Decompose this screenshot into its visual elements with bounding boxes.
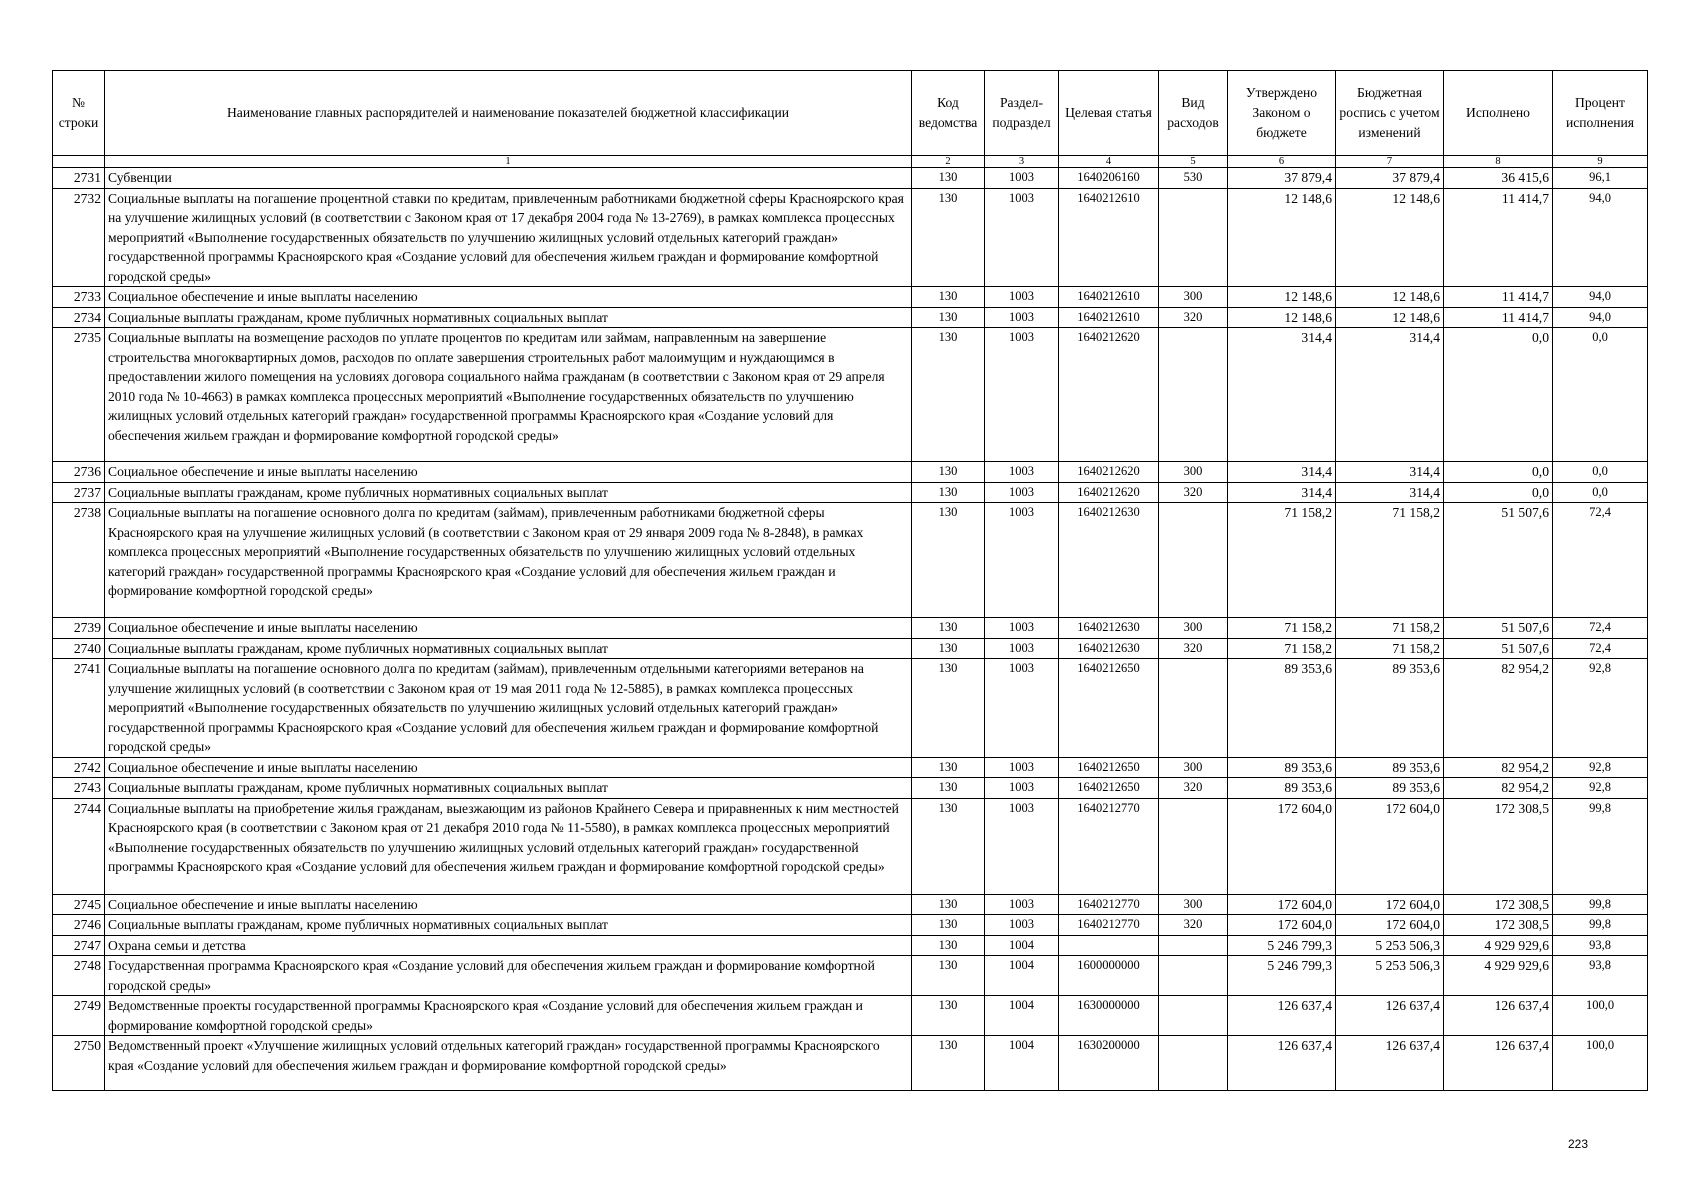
row-name: Ведомственный проект «Улучшение жилищных условий отдельных категорий граждан» государственной программы Красноярского края «Создание условий для обеспечения жильем граждан и формирование комфортной городской среды» — [105, 1036, 912, 1091]
dept-code: 130 — [912, 618, 985, 639]
expense-type: 300 — [1159, 618, 1228, 639]
expense-type: 300 — [1159, 287, 1228, 308]
table-row — [53, 798, 1648, 894]
column-number: 3 — [985, 156, 1059, 168]
schedule-amount: 126 637,4 — [1336, 996, 1444, 1036]
expense-type: 320 — [1159, 778, 1228, 799]
executed-amount: 172 308,5 — [1444, 915, 1553, 936]
row-number: 2750 — [53, 1036, 105, 1091]
execution-percent: 72,4 — [1553, 618, 1648, 639]
target-code: 1640212630 — [1059, 638, 1159, 659]
schedule-amount: 89 353,6 — [1336, 757, 1444, 778]
row-name: Государственная программа Красноярского края «Создание условий для обеспечения жильем граждан и формирование комфортной городской среды» — [105, 956, 912, 996]
row-number: 2743 — [53, 778, 105, 799]
column-number: 5 — [1159, 156, 1228, 168]
expense-type — [1159, 188, 1228, 287]
target-code: 1640212630 — [1059, 618, 1159, 639]
schedule-amount: 172 604,0 — [1336, 915, 1444, 936]
execution-percent: 93,8 — [1553, 935, 1648, 956]
schedule-amount: 172 604,0 — [1336, 894, 1444, 915]
execution-percent: 92,8 — [1553, 659, 1648, 758]
row-number: 2739 — [53, 618, 105, 639]
row-number: 2744 — [53, 798, 105, 894]
target-code: 1600000000 — [1059, 956, 1159, 996]
table-row — [53, 188, 1648, 287]
dept-code: 130 — [912, 778, 985, 799]
table-row — [53, 1036, 1648, 1091]
row-number: 2745 — [53, 894, 105, 915]
section-code: 1004 — [985, 956, 1059, 996]
schedule-amount: 5 253 506,3 — [1336, 956, 1444, 996]
dept-code: 130 — [912, 915, 985, 936]
execution-percent: 92,8 — [1553, 757, 1648, 778]
table-row — [53, 894, 1648, 915]
schedule-amount: 12 148,6 — [1336, 188, 1444, 287]
row-name: Социальное обеспечение и иные выплаты населению — [105, 894, 912, 915]
dept-code: 130 — [912, 638, 985, 659]
section-code: 1003 — [985, 462, 1059, 483]
row-number: 2732 — [53, 188, 105, 287]
table-row — [53, 757, 1648, 778]
row-name: Социальные выплаты на погашение основного долга по кредитам (займам), привлеченным работниками бюджетной сферы Красноярского края на улучшение жилищных условий (в соответствии с Законом края от 29 января 2009 года № 8-2848), в рамках комплекса процессных мероприятий «Выполнение государственных обязательств по улучшению жилищных условий отдельных категорий граждан» государственной программы Красноярского края «Создание условий для обеспечения жильем граждан и формирование комфортной городской среды» — [105, 503, 912, 618]
row-name: Социальные выплаты гражданам, кроме публичных нормативных социальных выплат — [105, 638, 912, 659]
target-code: 1640212620 — [1059, 462, 1159, 483]
dept-code: 130 — [912, 757, 985, 778]
schedule-amount: 314,4 — [1336, 328, 1444, 462]
table-row — [53, 287, 1648, 308]
dept-code: 130 — [912, 659, 985, 758]
expense-type — [1159, 798, 1228, 894]
row-name: Ведомственные проекты государственной программы Красноярского края «Создание условий для обеспечения жильем граждан и формирование комфортной городской среды» — [105, 996, 912, 1036]
executed-amount: 172 308,5 — [1444, 894, 1553, 915]
approved-amount: 12 148,6 — [1228, 307, 1336, 328]
table-row — [53, 956, 1648, 996]
approved-amount: 12 148,6 — [1228, 287, 1336, 308]
expense-type: 300 — [1159, 894, 1228, 915]
approved-amount: 5 246 799,3 — [1228, 935, 1336, 956]
execution-percent: 99,8 — [1553, 894, 1648, 915]
section-code: 1003 — [985, 798, 1059, 894]
approved-amount: 172 604,0 — [1228, 915, 1336, 936]
expense-type: 300 — [1159, 462, 1228, 483]
header-target: Целевая статья — [1059, 71, 1159, 156]
section-code: 1003 — [985, 328, 1059, 462]
section-code: 1003 — [985, 287, 1059, 308]
column-number: 1 — [105, 156, 912, 168]
approved-amount: 71 158,2 — [1228, 638, 1336, 659]
row-name: Социальные выплаты гражданам, кроме публичных нормативных социальных выплат — [105, 307, 912, 328]
target-code: 1640212610 — [1059, 307, 1159, 328]
section-code: 1003 — [985, 188, 1059, 287]
dept-code: 130 — [912, 956, 985, 996]
table-row — [53, 482, 1648, 503]
section-code: 1003 — [985, 482, 1059, 503]
target-code: 1640212650 — [1059, 757, 1159, 778]
target-code: 1640212620 — [1059, 328, 1159, 462]
expense-type: 320 — [1159, 638, 1228, 659]
row-name: Социальное обеспечение и иные выплаты населению — [105, 462, 912, 483]
schedule-amount: 12 148,6 — [1336, 287, 1444, 308]
page-number: 223 — [1568, 1137, 1589, 1151]
expense-type — [1159, 659, 1228, 758]
approved-amount: 314,4 — [1228, 482, 1336, 503]
row-name: Социальные выплаты на погашение основного долга по кредитам (займам), привлеченным отдельными категориями ветеранов на улучшение жилищных условий (в соответствии с Законом края от 19 мая 2011 года № 12-5885), в рамках комплекса процессных мероприятий «Выполнение государственных обязательств по улучшению жилищных условий отдельных категорий граждан» государственной программы Красноярского края «Создание условий для обеспечения жильем граждан и формирование комфортной городской среды» — [105, 659, 912, 758]
column-number: 4 — [1059, 156, 1159, 168]
expense-type: 320 — [1159, 915, 1228, 936]
row-name: Социальные выплаты на погашение процентной ставки по кредитам, привлеченным работниками бюджетной сферы Красноярского края на улучшение жилищных условий (в соответствии с Законом края от 17 декабря 2004 года № 13-2769), в рамках комплекса процессных мероприятий «Выполнение государственных обязательств по улучшению жилищных условий отдельных категорий граждан» государственной программы Красноярского края «Создание условий для обеспечения жильем граждан и формирование комфортной городской среды» — [105, 188, 912, 287]
row-number: 2747 — [53, 935, 105, 956]
table-row — [53, 659, 1648, 758]
table-body — [53, 168, 1648, 1091]
execution-percent: 99,8 — [1553, 798, 1648, 894]
dept-code: 130 — [912, 482, 985, 503]
executed-amount: 82 954,2 — [1444, 659, 1553, 758]
expense-type — [1159, 935, 1228, 956]
header-row — [53, 71, 1648, 156]
execution-percent: 92,8 — [1553, 778, 1648, 799]
section-code: 1003 — [985, 915, 1059, 936]
row-number: 2735 — [53, 328, 105, 462]
schedule-amount: 71 158,2 — [1336, 638, 1444, 659]
expense-type — [1159, 996, 1228, 1036]
expense-type — [1159, 956, 1228, 996]
execution-percent: 94,0 — [1553, 307, 1648, 328]
row-number: 2749 — [53, 996, 105, 1036]
header-row-no: № строки — [53, 71, 105, 156]
table-row — [53, 996, 1648, 1036]
target-code: 1640212770 — [1059, 894, 1159, 915]
target-code: 1640212610 — [1059, 188, 1159, 287]
section-code: 1004 — [985, 996, 1059, 1036]
executed-amount: 126 637,4 — [1444, 1036, 1553, 1091]
executed-amount: 36 415,6 — [1444, 168, 1553, 189]
schedule-amount: 89 353,6 — [1336, 659, 1444, 758]
row-name: Охрана семьи и детства — [105, 935, 912, 956]
approved-amount: 37 879,4 — [1228, 168, 1336, 189]
approved-amount: 5 246 799,3 — [1228, 956, 1336, 996]
row-name: Социальные выплаты гражданам, кроме публичных нормативных социальных выплат — [105, 482, 912, 503]
executed-amount: 11 414,7 — [1444, 307, 1553, 328]
table-row — [53, 307, 1648, 328]
header-percent: Процент исполнения — [1553, 71, 1648, 156]
executed-amount: 0,0 — [1444, 462, 1553, 483]
schedule-amount: 314,4 — [1336, 462, 1444, 483]
row-name: Социальное обеспечение и иные выплаты населению — [105, 618, 912, 639]
table-row — [53, 778, 1648, 799]
row-number: 2740 — [53, 638, 105, 659]
executed-amount: 11 414,7 — [1444, 287, 1553, 308]
target-code: 1640212770 — [1059, 915, 1159, 936]
section-code: 1003 — [985, 618, 1059, 639]
dept-code: 130 — [912, 168, 985, 189]
row-number: 2746 — [53, 915, 105, 936]
row-number: 2736 — [53, 462, 105, 483]
expense-type: 300 — [1159, 757, 1228, 778]
table-row — [53, 503, 1648, 618]
expense-type: 320 — [1159, 482, 1228, 503]
section-code: 1004 — [985, 935, 1059, 956]
section-code: 1003 — [985, 659, 1059, 758]
row-number: 2741 — [53, 659, 105, 758]
approved-amount: 71 158,2 — [1228, 618, 1336, 639]
executed-amount: 82 954,2 — [1444, 778, 1553, 799]
column-number: 6 — [1228, 156, 1336, 168]
expense-type: 320 — [1159, 307, 1228, 328]
section-code: 1003 — [985, 894, 1059, 915]
schedule-amount: 71 158,2 — [1336, 618, 1444, 639]
approved-amount: 126 637,4 — [1228, 1036, 1336, 1091]
column-number: 7 — [1336, 156, 1444, 168]
approved-amount: 126 637,4 — [1228, 996, 1336, 1036]
row-number: 2733 — [53, 287, 105, 308]
target-code — [1059, 935, 1159, 956]
row-name: Социальное обеспечение и иные выплаты населению — [105, 287, 912, 308]
executed-amount: 51 507,6 — [1444, 503, 1553, 618]
section-code: 1003 — [985, 503, 1059, 618]
column-number-row — [53, 156, 1648, 168]
header-executed: Исполнено — [1444, 71, 1553, 156]
target-code: 1640212620 — [1059, 482, 1159, 503]
executed-amount: 172 308,5 — [1444, 798, 1553, 894]
executed-amount: 126 637,4 — [1444, 996, 1553, 1036]
row-name: Социальное обеспечение и иные выплаты населению — [105, 757, 912, 778]
row-number: 2737 — [53, 482, 105, 503]
header-approved: Утверждено Законом о бюджете — [1228, 71, 1336, 156]
executed-amount: 51 507,6 — [1444, 618, 1553, 639]
execution-percent: 0,0 — [1553, 462, 1648, 483]
dept-code: 130 — [912, 307, 985, 328]
row-name: Социальные выплаты на возмещение расходов по уплате процентов по кредитам или займам, направленным на завершение строительства многоквартирных домов, расходов по оплате завершения строительных работ малоимущим и нуждающимся в предоставлении жилого помещения на условиях договора социального найма гражданам (в соответствии с Законом края от 29 апреля 2010 года № 10-4663) в рамках комплекса процессных мероприятий «Выполнение государственных обязательств по улучшению жилищных условий отдельных категорий граждан» государственной программы Красноярского края «Создание условий для обеспечения жильем граждан и формирование комфортной городской среды» — [105, 328, 912, 462]
column-number — [53, 156, 105, 168]
executed-amount: 82 954,2 — [1444, 757, 1553, 778]
execution-percent: 94,0 — [1553, 287, 1648, 308]
section-code: 1003 — [985, 757, 1059, 778]
header-name: Наименование главных распорядителей и наименование показателей бюджетной классификации — [105, 71, 912, 156]
approved-amount: 314,4 — [1228, 462, 1336, 483]
expense-type — [1159, 1036, 1228, 1091]
executed-amount: 51 507,6 — [1444, 638, 1553, 659]
expense-type: 530 — [1159, 168, 1228, 189]
row-name: Социальные выплаты гражданам, кроме публичных нормативных социальных выплат — [105, 778, 912, 799]
executed-amount: 0,0 — [1444, 482, 1553, 503]
dept-code: 130 — [912, 798, 985, 894]
header-section: Раздел-подраздел — [985, 71, 1059, 156]
target-code: 1640212630 — [1059, 503, 1159, 618]
table-row — [53, 618, 1648, 639]
schedule-amount: 71 158,2 — [1336, 503, 1444, 618]
table-row — [53, 328, 1648, 462]
header-exp-type: Вид расходов — [1159, 71, 1228, 156]
expense-type — [1159, 503, 1228, 618]
execution-percent: 72,4 — [1553, 638, 1648, 659]
execution-percent: 96,1 — [1553, 168, 1648, 189]
dept-code: 130 — [912, 935, 985, 956]
dept-code: 130 — [912, 287, 985, 308]
table-row — [53, 638, 1648, 659]
executed-amount: 4 929 929,6 — [1444, 956, 1553, 996]
table-row — [53, 462, 1648, 483]
dept-code: 130 — [912, 462, 985, 483]
section-code: 1003 — [985, 638, 1059, 659]
section-code: 1003 — [985, 778, 1059, 799]
row-number: 2731 — [53, 168, 105, 189]
section-code: 1003 — [985, 307, 1059, 328]
execution-percent: 93,8 — [1553, 956, 1648, 996]
dept-code: 130 — [912, 328, 985, 462]
execution-percent: 99,8 — [1553, 915, 1648, 936]
column-number: 9 — [1553, 156, 1648, 168]
schedule-amount: 37 879,4 — [1336, 168, 1444, 189]
target-code: 1640212770 — [1059, 798, 1159, 894]
target-code: 1640206160 — [1059, 168, 1159, 189]
schedule-amount: 5 253 506,3 — [1336, 935, 1444, 956]
execution-percent: 72,4 — [1553, 503, 1648, 618]
header-dept-code: Код ведомства — [912, 71, 985, 156]
approved-amount: 172 604,0 — [1228, 894, 1336, 915]
row-name: Субвенции — [105, 168, 912, 189]
approved-amount: 89 353,6 — [1228, 778, 1336, 799]
target-code: 1640212650 — [1059, 659, 1159, 758]
approved-amount: 314,4 — [1228, 328, 1336, 462]
header-schedule: Бюджетная роспись с учетом изменений — [1336, 71, 1444, 156]
approved-amount: 12 148,6 — [1228, 188, 1336, 287]
row-number: 2738 — [53, 503, 105, 618]
schedule-amount: 89 353,6 — [1336, 778, 1444, 799]
target-code: 1640212610 — [1059, 287, 1159, 308]
schedule-amount: 126 637,4 — [1336, 1036, 1444, 1091]
dept-code: 130 — [912, 996, 985, 1036]
dept-code: 130 — [912, 188, 985, 287]
expense-type — [1159, 328, 1228, 462]
row-number: 2748 — [53, 956, 105, 996]
row-number: 2742 — [53, 757, 105, 778]
target-code: 1640212650 — [1059, 778, 1159, 799]
table-row — [53, 168, 1648, 189]
approved-amount: 89 353,6 — [1228, 659, 1336, 758]
target-code: 1630200000 — [1059, 1036, 1159, 1091]
schedule-amount: 314,4 — [1336, 482, 1444, 503]
section-code: 1003 — [985, 168, 1059, 189]
executed-amount: 4 929 929,6 — [1444, 935, 1553, 956]
execution-percent: 100,0 — [1553, 1036, 1648, 1091]
row-name: Социальные выплаты на приобретение жилья гражданам, выезжающим из районов Крайнего Севера и приравненных к ним местностей Красноярского края (в соответствии с Законом края от 21 декабря 2010 года № 11-5580), в рамках комплекса процессных мероприятий «Выполнение государственных обязательств по улучшению жилищных условий отдельных категорий граждан» государственной программы Красноярского края «Создание условий для обеспечения жильем граждан и формирование комфортной городской среды» — [105, 798, 912, 894]
execution-percent: 100,0 — [1553, 996, 1648, 1036]
executed-amount: 11 414,7 — [1444, 188, 1553, 287]
schedule-amount: 172 604,0 — [1336, 798, 1444, 894]
row-number: 2734 — [53, 307, 105, 328]
approved-amount: 71 158,2 — [1228, 503, 1336, 618]
executed-amount: 0,0 — [1444, 328, 1553, 462]
row-name: Социальные выплаты гражданам, кроме публичных нормативных социальных выплат — [105, 915, 912, 936]
execution-percent: 94,0 — [1553, 188, 1648, 287]
approved-amount: 89 353,6 — [1228, 757, 1336, 778]
execution-percent: 0,0 — [1553, 482, 1648, 503]
table-row — [53, 935, 1648, 956]
table-row — [53, 915, 1648, 936]
budget-table — [52, 70, 1648, 1091]
approved-amount: 172 604,0 — [1228, 798, 1336, 894]
schedule-amount: 12 148,6 — [1336, 307, 1444, 328]
target-code: 1630000000 — [1059, 996, 1159, 1036]
dept-code: 130 — [912, 894, 985, 915]
column-number: 2 — [912, 156, 985, 168]
execution-percent: 0,0 — [1553, 328, 1648, 462]
section-code: 1004 — [985, 1036, 1059, 1091]
dept-code: 130 — [912, 503, 985, 618]
dept-code: 130 — [912, 1036, 985, 1091]
column-number: 8 — [1444, 156, 1553, 168]
